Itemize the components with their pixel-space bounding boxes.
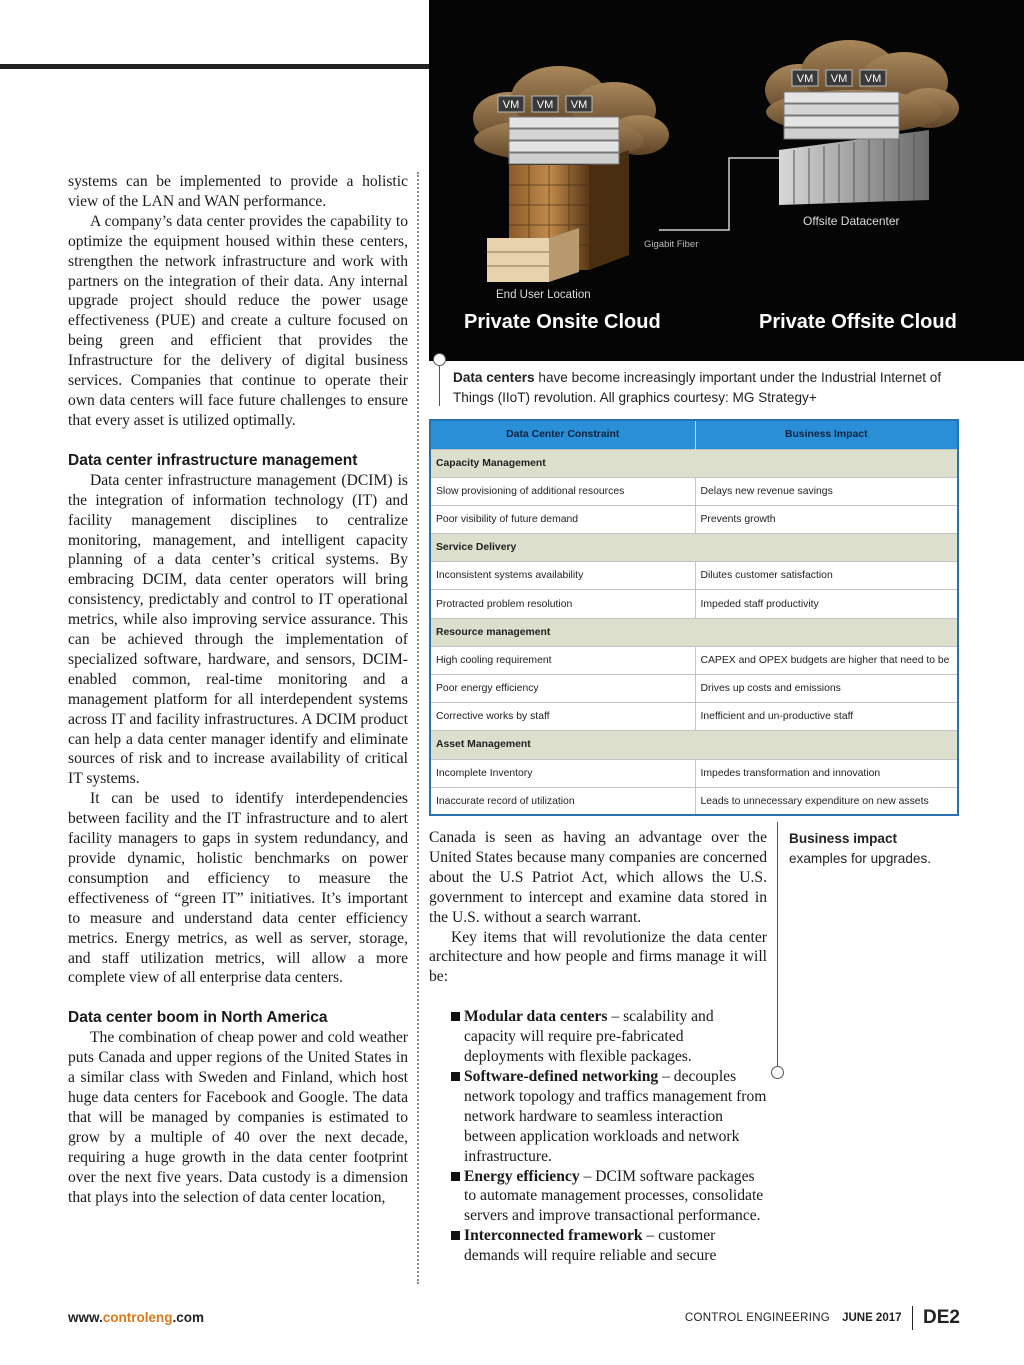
- svg-text:VM: VM: [536, 99, 554, 111]
- paragraph: The combination of cheap power and cold weather puts Canada and upper regions of the United States in a similar class with Sweden and Finland, which host huge data centers for Facebook and Google. The data that will be managed by companies is estimated to grow by a multiple of 40 over the next decade, requiring a huge growth in the data center footprint over the next five years. Data custody is a dimension that plays into the selection of data center location,: [68, 1029, 408, 1206]
- footer-divider: [912, 1306, 914, 1330]
- table-cell: Poor energy efficiency: [430, 675, 695, 703]
- issue-date: JUNE 2017: [842, 1312, 902, 1324]
- table-cell: Incomplete Inventory: [430, 759, 695, 787]
- list-item: [451, 1167, 767, 1227]
- table-caption-title: Business impact: [789, 831, 898, 846]
- list-item-text: – customer demands will require reliable and secure: [464, 1227, 717, 1265]
- table-caption: [789, 829, 969, 869]
- list-item-text: – DCIM software packages to automate management processes, consolidate servers and improve transactional performance.: [464, 1167, 764, 1225]
- paragraph: A company’s data center provides the capability to optimize the equipment housed within these centers, strengthen the network infrastructure and work with partners on the integration of their data. Any internal upgrade project should reduce the power usage effectiveness (PUE) and create a culture focused on being green and efficient that provides the Infrastructure for the delivery of digital business services. Companies that continue to operate their own data centers will face future challenges to ensure that every asset is utilized optimally.: [68, 212, 408, 429]
- section-title: Asset Management: [430, 731, 958, 759]
- table-section-row: [430, 618, 958, 646]
- table-cell: Corrective works by staff: [430, 703, 695, 731]
- section-heading: Data center boom in North America: [68, 1009, 328, 1027]
- fiber-connection: [659, 158, 799, 230]
- list-item: [451, 1067, 767, 1167]
- paragraph: Data center infrastructure management (DCIM) is the integration of information technology (IT) and facility management disciplines to centralize monitoring, management, and intelligent capacity planning of a data center’s critical systems. By embracing DCIM, data center operators will bring consistency, predictably and control to IT operational metrics, while also improving service assurance. This can be achieved through the implementation of specialized software, hardware, and sensors, DCIM-enabled common, real-time monitoring and a management platform for all interdependent systems across IT and facility infrastructures. A DCIM product can help a data center manager identify and eliminate sources of risk and to increase availability of critical IT systems.: [68, 471, 408, 788]
- caption-rule: [439, 366, 440, 406]
- table-cell: Impedes transformation and innovation: [695, 759, 958, 787]
- section-heading: Data center infrastructure management: [68, 451, 358, 469]
- cloud-diagram-figure: [429, 0, 1024, 361]
- table-cell: Leads to unnecessary expenditure on new assets: [695, 787, 958, 815]
- offsite-cloud-title: Private Offsite Cloud: [759, 311, 957, 333]
- section-title: Service Delivery: [430, 534, 958, 562]
- table-section-row: [430, 731, 958, 759]
- figure-caption: [453, 368, 963, 407]
- vm-badge: [566, 96, 592, 112]
- table-row: [430, 505, 958, 533]
- table-row: [430, 646, 958, 674]
- top-rule: [0, 64, 429, 69]
- column-divider: [417, 172, 419, 1284]
- list-item-title: Energy efficiency: [464, 1167, 580, 1185]
- table-row: [430, 787, 958, 815]
- table-row: [430, 590, 958, 618]
- svg-text:VM: VM: [502, 99, 520, 111]
- onsite-cloud-title: Private Onsite Cloud: [464, 311, 661, 333]
- url-suffix: .com: [172, 1310, 205, 1325]
- caption-text: have become increasingly important under the Industrial Internet of Things (IIoT) revolution. All graphics courtesy: MG Strategy+: [453, 370, 942, 405]
- paragraph: Canada is seen as having an advantage over the United States because many companies are concerned about the U.S Patriot Act, which allows the U.S. government to intercept and examine data stored in the U.S. without a search warrant.: [429, 829, 767, 926]
- fiber-label: Gigabit Fiber: [644, 239, 699, 250]
- table-row: [430, 477, 958, 505]
- caption-bold: Data centers: [453, 370, 535, 385]
- svg-text:VM: VM: [570, 99, 588, 111]
- list-item: [451, 1226, 767, 1266]
- bullet-square-icon: [451, 1231, 460, 1240]
- table-cell: Impeded staff productivity: [695, 590, 958, 618]
- list-item-title: Software-defined networking: [464, 1067, 659, 1085]
- bullet-square-icon: [451, 1012, 460, 1021]
- table-cell: Prevents growth: [695, 505, 958, 533]
- business-impact-table: [429, 419, 959, 816]
- vm-badge: [498, 96, 524, 112]
- building-icon: [487, 150, 629, 282]
- table-row: [430, 562, 958, 590]
- table-section-row: [430, 534, 958, 562]
- vm-badge: [826, 70, 852, 86]
- table-caption-text: examples for upgrades.: [789, 851, 932, 866]
- table-row: [430, 759, 958, 787]
- table-cell: Slow provisioning of additional resources: [430, 477, 695, 505]
- caption-marker: [433, 353, 446, 366]
- table-cell: Inefficient and un-productive staff: [695, 703, 958, 731]
- list-item-text: – scalability and capacity will require pre-fabricated deployments with flexible packages.: [464, 1008, 714, 1066]
- paragraph: It can be used to identify interdependencies between facility and the IT infrastructure and to alert facility managers to gaps in system redundancy, and provide dynamic, holistic benchmarks on power consumption and efficiency to measure the effectiveness of “green IT” initiatives. It’s important to measure and understand data center efficiency metrics. Energy metrics, as well as server, storage, and staff utilization metrics, will allow a more complete view of all enterprise data centers.: [68, 790, 408, 987]
- bullet-square-icon: [451, 1172, 460, 1181]
- table-cell: Poor visibility of future demand: [430, 505, 695, 533]
- key-items-list: [429, 1007, 767, 1266]
- server-rack-icon: [509, 117, 619, 164]
- svg-text:VM: VM: [830, 73, 848, 85]
- table-row: [430, 675, 958, 703]
- table-cell: Inconsistent systems availability: [430, 562, 695, 590]
- datacenter-icon: [779, 130, 929, 205]
- bullet-square-icon: [451, 1072, 460, 1081]
- table-cell: Delays new revenue savings: [695, 477, 958, 505]
- page-number: DE2: [923, 1307, 960, 1328]
- server-rack-icon: [784, 92, 899, 139]
- section-title: Resource management: [430, 618, 958, 646]
- paragraph: systems can be implemented to provide a holistic view of the LAN and WAN performance.: [68, 173, 408, 210]
- table-cell: Dilutes customer satisfaction: [695, 562, 958, 590]
- side-caption-rule: [777, 822, 778, 1077]
- table-cell: Protracted problem resolution: [430, 590, 695, 618]
- table-section-row: [430, 449, 958, 477]
- svg-text:VM: VM: [864, 73, 882, 85]
- section-title: Capacity Management: [430, 449, 958, 477]
- list-item-title: Modular data centers: [464, 1008, 608, 1026]
- middle-column: [429, 828, 767, 1266]
- offsite-dc-label: Offsite Datacenter: [803, 214, 900, 228]
- table-header: Data Center Constraint: [430, 420, 695, 449]
- table-cell: Drives up costs and emissions: [695, 675, 958, 703]
- page-footer: [685, 1306, 960, 1330]
- url-prefix: www.: [68, 1310, 103, 1325]
- svg-text:VM: VM: [796, 73, 814, 85]
- list-item-text: – decouples network topology and traffics management from network hardware to seamless interaction between application workloads and network infrastructure.: [464, 1067, 767, 1165]
- list-item-title: Interconnected framework: [464, 1227, 643, 1245]
- magazine-name: CONTROL ENGINEERING: [684, 1312, 831, 1324]
- table-row: [430, 703, 958, 731]
- table-header: Business Impact: [695, 420, 958, 449]
- table-cell: CAPEX and OPEX budgets are higher that need to be: [695, 646, 958, 674]
- website-link[interactable]: [68, 1310, 204, 1325]
- left-column: [68, 172, 408, 1208]
- end-user-label: End User Location: [496, 289, 591, 301]
- url-brand: controleng: [102, 1310, 173, 1325]
- side-caption-marker: [771, 1066, 784, 1079]
- paragraph: Key items that will revolutionize the data center architecture and how people and firms manage it will be:: [429, 928, 767, 986]
- vm-badge: [792, 70, 818, 86]
- vm-badge: [532, 96, 558, 112]
- table-header-row: [430, 420, 958, 449]
- table-cell: Inaccurate record of utilization: [430, 787, 695, 815]
- table-cell: High cooling requirement: [430, 646, 695, 674]
- vm-badge: [860, 70, 886, 86]
- list-item: [451, 1007, 767, 1067]
